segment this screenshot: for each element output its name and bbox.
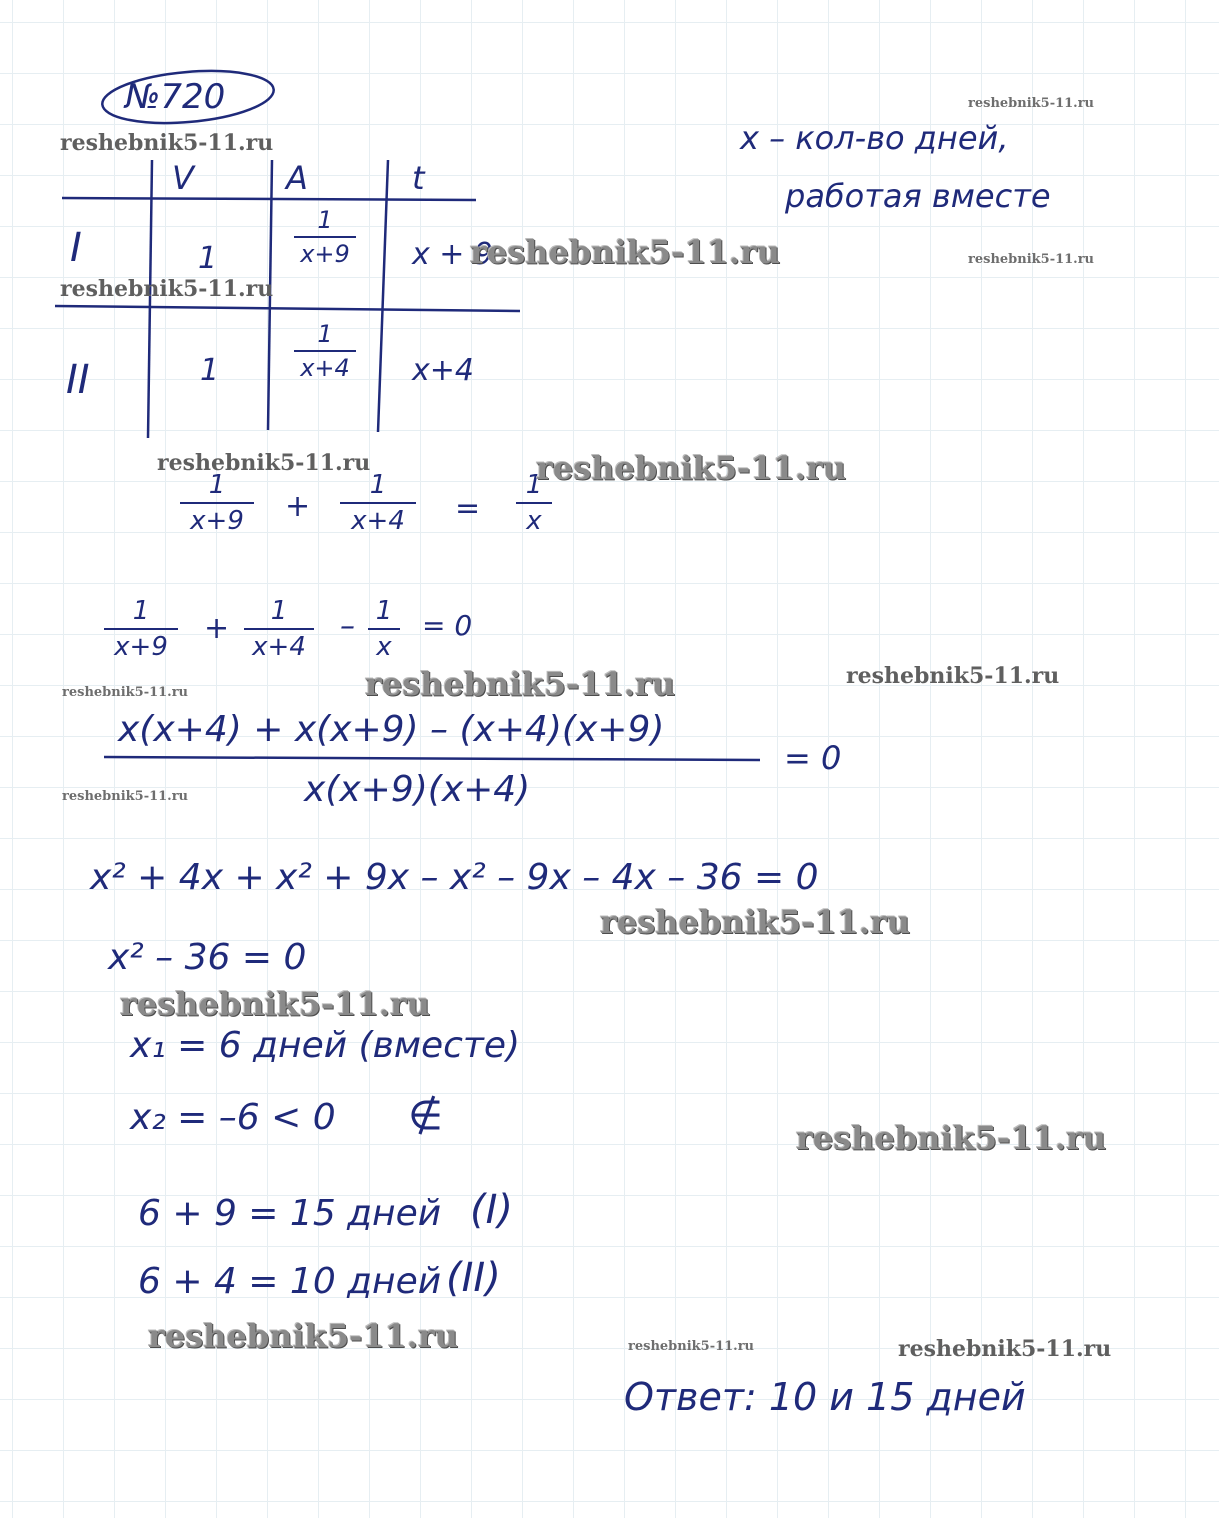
eq2-fraction-2: [244, 598, 314, 660]
watermark: reshebnik5-11.ru: [796, 1119, 1107, 1157]
fraction-numerator: 1: [317, 320, 333, 348]
watermark: reshebnik5-11.ru: [470, 233, 781, 271]
big-fraction-bar: [104, 757, 760, 760]
table-row-1-t: x + 9: [412, 237, 494, 272]
problem-number: №720: [125, 77, 226, 117]
fraction-denominator: x+9: [114, 632, 168, 662]
fraction-denominator: x: [526, 506, 542, 536]
table-row-1-v: 1: [198, 241, 218, 276]
watermark: reshebnik5-11.ru: [968, 96, 1095, 111]
watermark: reshebnik5-11.ru: [898, 1336, 1112, 1362]
watermark: reshebnik5-11.ru: [60, 276, 274, 302]
answer-line: Ответ: 10 и 15 дней: [624, 1375, 1026, 1419]
fraction-denominator: x+4: [351, 506, 405, 536]
table-row-2-v: 1: [200, 353, 220, 388]
watermark: reshebnik5-11.ru: [600, 903, 911, 941]
root-2: x₂ = –6 < 0: [130, 1097, 336, 1138]
watermark: reshebnik5-11.ru: [62, 789, 189, 804]
eq1-equals: =: [455, 491, 481, 526]
fraction-denominator: x+9: [300, 240, 350, 268]
table-row-1-label: I: [70, 225, 82, 271]
watermark: reshebnik5-11.ru: [846, 663, 1060, 689]
table-row-1-a-fraction: [294, 208, 356, 266]
fraction-numerator: 1: [375, 596, 393, 626]
fraction-numerator: 1: [208, 470, 226, 500]
table-header-a: A: [286, 159, 308, 197]
watermark: reshebnik5-11.ru: [120, 985, 431, 1023]
eq1-plus: +: [285, 489, 311, 524]
watermark: reshebnik5-11.ru: [157, 450, 371, 476]
root-2-reject-mark: ∉: [408, 1093, 443, 1139]
fraction-numerator: 1: [525, 470, 543, 500]
days-row-2-tag: (II): [446, 1255, 501, 1301]
eq2-plus: +: [204, 611, 230, 646]
table-row-2-a-fraction: [294, 322, 356, 380]
simplified-line: x² – 36 = 0: [108, 937, 307, 978]
watermark: reshebnik5-11.ru: [628, 1339, 755, 1354]
fraction-denominator: x+4: [300, 354, 350, 382]
eq3-numerator: x(x+4) + x(x+9) – (x+4)(x+9): [118, 709, 665, 750]
definition-line-1: x – кол-во дней,: [740, 119, 1009, 157]
watermark: reshebnik5-11.ru: [536, 449, 847, 487]
table-row-2-label: II: [66, 357, 90, 403]
days-row-2-tag-label: II: [461, 1255, 486, 1301]
eq1-fraction-2: [340, 472, 416, 534]
eq2-rhs: = 0: [422, 609, 473, 642]
expansion-line: x² + 4x + x² + 9x – x² – 9x – 4x – 36 = 0: [90, 857, 819, 898]
eq2-fraction-1: [104, 598, 178, 660]
definition-line-2: работая вместе: [785, 177, 1051, 215]
fraction-denominator: x: [376, 632, 392, 662]
days-row-1-expr: 6 + 9 = 15 дней: [138, 1193, 442, 1234]
eq3-rhs: = 0: [784, 739, 842, 777]
fraction-numerator: 1: [132, 596, 150, 626]
table-header-v: V: [172, 159, 194, 197]
watermark: reshebnik5-11.ru: [148, 1317, 459, 1355]
watermark: reshebnik5-11.ru: [365, 665, 676, 703]
watermark: reshebnik5-11.ru: [62, 685, 189, 700]
table-header-rule: [62, 198, 476, 200]
eq1-fraction-1: [180, 472, 254, 534]
fraction-numerator: 1: [317, 206, 333, 234]
eq2-fraction-3: [368, 598, 400, 660]
eq2-minus: –: [340, 609, 355, 644]
watermark: reshebnik5-11.ru: [968, 252, 1095, 267]
table-header-t: t: [412, 159, 425, 197]
fraction-numerator: 1: [369, 470, 387, 500]
fraction-denominator: x+9: [190, 506, 244, 536]
fraction-denominator: x+4: [252, 632, 306, 662]
table-row-2-t: x+4: [412, 353, 474, 388]
eq3-denominator: x(x+9)(x+4): [304, 769, 531, 810]
root-1: x₁ = 6 дней (вместе): [130, 1025, 521, 1066]
table-row-rule: [55, 306, 520, 311]
days-row-1-tag-label: I: [485, 1187, 498, 1233]
days-row-2-expr: 6 + 4 = 10 дней: [138, 1261, 442, 1302]
watermark: reshebnik5-11.ru: [60, 130, 274, 156]
fraction-numerator: 1: [270, 596, 288, 626]
days-row-1-tag: (I): [470, 1187, 514, 1233]
